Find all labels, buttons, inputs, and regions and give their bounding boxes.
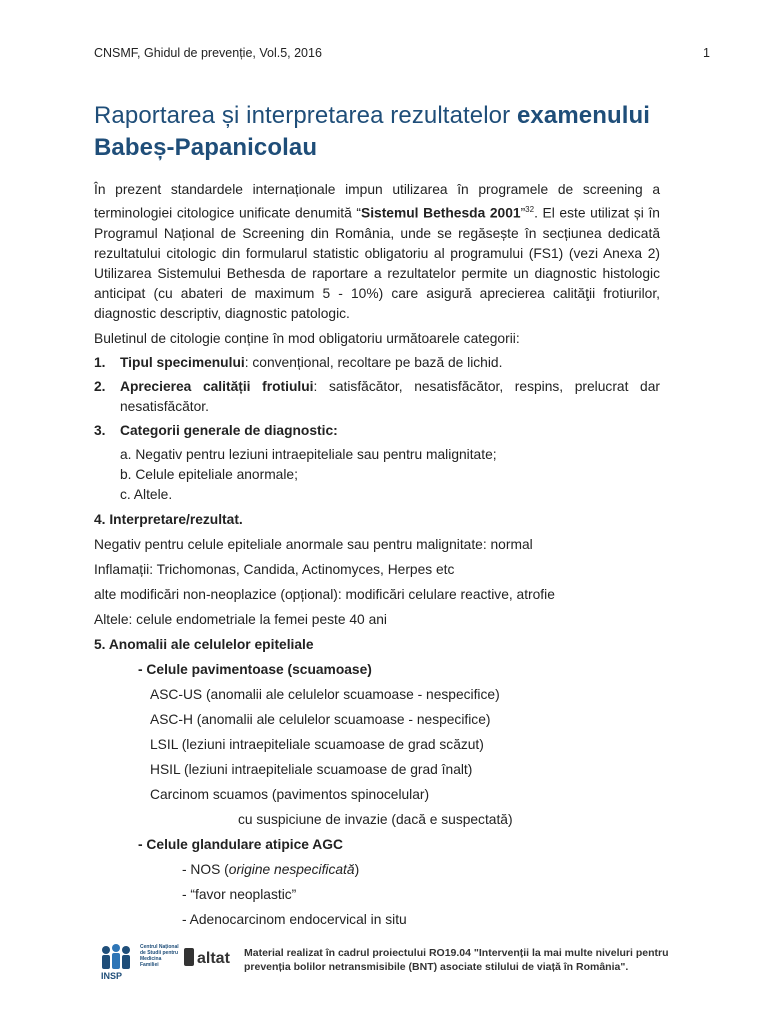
- cnsmf-logo: Centrul Național de Studii pentru Medicina Familiei: [140, 944, 179, 968]
- squamous-item: Carcinom scuamos (pavimentos spinocelular): [150, 786, 430, 802]
- diagnostic-list: [94, 445, 660, 505]
- intro-text-2: terminologiei citologice unificate denumită “: [94, 205, 361, 221]
- squamous-item: ASC-US (anomalii ale celulelor scuamoase - nespecifice): [150, 686, 500, 702]
- nos-prefix: - NOS (: [182, 861, 229, 877]
- item-1-label: Tipul specimenului: [120, 354, 245, 370]
- bethesda-term: Sistemul Bethesda 2001: [361, 205, 521, 221]
- document-title: [94, 100, 694, 164]
- item-2: [94, 377, 660, 417]
- insp-logo-text: INSP: [101, 971, 123, 981]
- interp-title: 4. Interpretare/rezultat.: [94, 511, 243, 527]
- diag-item-b: b. Celule epiteliale anormale;: [120, 466, 298, 482]
- bulletin-line: Buletinul de citologie conține în mod obligatoriu următoarele categorii:: [94, 330, 520, 346]
- insp-logo: [98, 942, 134, 982]
- page-number: 1: [703, 46, 710, 60]
- diag-item-c: c. Altele.: [120, 486, 173, 502]
- page-header: [94, 46, 710, 60]
- item-1-number: 1.: [94, 354, 106, 370]
- intro-paragraph: [94, 180, 660, 324]
- glandular-title: - Celule glandulare atipice AGC: [138, 836, 343, 852]
- title-part2: examenului: [516, 102, 651, 129]
- intro-text-3: . El este utilizat și în Programul Național de Screening din România, unde se regăsește în secțiunea dedicată rezultatului citologic din formularul statistic obligatoriu al programului (FS1) (vezi Anexa 2) Utilizarea Sistemului Bethesda de raportare a rezultatelor permite un diagnostic histologic anticipat (cu abateri de maximum 5 - 10%) care asigură aprecierea calităţii frotiurilor, diagnostic descriptiv, diagnostic patologic.: [94, 205, 660, 321]
- reference-sup: 32: [525, 205, 535, 214]
- diag-item-a: a. Negativ pentru leziuni intraepiteliale sau pentru malignitate;: [120, 446, 497, 462]
- nos-suffix: ): [354, 861, 360, 877]
- intro-quote-close: ”: [520, 205, 526, 221]
- document-body: [94, 180, 660, 932]
- interp-line: Inflamații: Trichomonas, Candida, Actinomyces, Herpes etc: [94, 561, 455, 577]
- page-footer: [94, 938, 674, 982]
- footer-text: Material realizat în cadrul proiectului RO19.04 "Intervenții la mai multe niveluri pentru prevenția bolilor netransmisibile (BNT) asociate stilului de viață în România".: [244, 947, 669, 973]
- squamous-item: LSIL (leziuni intraepiteliale scuamoase de grad scăzut): [150, 736, 484, 752]
- glandular-item-adeno: - Adenocarcinom endocervical in situ: [182, 911, 407, 927]
- altat-logo-text: altat: [197, 950, 230, 967]
- item-2-label: Aprecierea calității frotiului: [120, 378, 314, 394]
- item-2-number: 2.: [94, 378, 106, 394]
- squamous-continuation: cu suspiciune de invazie (dacă e suspectată): [238, 811, 513, 827]
- intro-text-1: În prezent standardele internaționale impun utilizarea în programele: [94, 182, 558, 197]
- interp-line: alte modificări non-neoplazice (opțional): modificări celulare reactive, atrofie: [94, 586, 555, 602]
- glandular-item-nos: [94, 857, 660, 882]
- squamous-title: - Celule pavimentoase (scuamoase): [138, 661, 372, 677]
- item-3-label: Categorii generale de diagnostic:: [120, 422, 338, 438]
- intro-text-1b: de screening a: [557, 182, 660, 197]
- item-2-text: : satisfăcător, nesatisfăcător, respins, prelucrat dar nesatisfăcător.: [120, 378, 660, 414]
- interpretation-section: [94, 507, 660, 932]
- header-title: CNSMF, Ghidul de prevenție, Vol.5, 2016: [94, 46, 322, 60]
- item-3-number: 3.: [94, 422, 106, 438]
- item-3: [94, 421, 660, 441]
- title-part4: -Papanicolau: [166, 134, 318, 161]
- glandular-item-favor: - “favor neoplastic”: [182, 886, 297, 902]
- squamous-item: ASC-H (anomalii ale celulelor scuamoase - nespecifice): [150, 711, 491, 727]
- nos-italic: origine nespecificată: [228, 861, 355, 877]
- anomalies-title: 5. Anomalii ale celulelor epiteliale: [94, 636, 314, 652]
- interp-line: Altele: celule endometriale la femei peste 40 ani: [94, 611, 387, 627]
- altat-icon: [184, 948, 194, 966]
- altat-logo: [184, 948, 230, 968]
- item-1-text: : convențional, recoltare pe bază de lichid.: [244, 354, 503, 370]
- title-part1: Raportarea și interpretarea rezultatelor: [94, 102, 517, 129]
- item-1: [94, 353, 660, 373]
- squamous-item: HSIL (leziuni intraepiteliale scuamoase de grad înalt): [150, 761, 473, 777]
- title-part3: Babeș: [94, 134, 167, 161]
- interp-line: Negativ pentru celule epiteliale anormale sau pentru malignitate: normal: [94, 536, 533, 552]
